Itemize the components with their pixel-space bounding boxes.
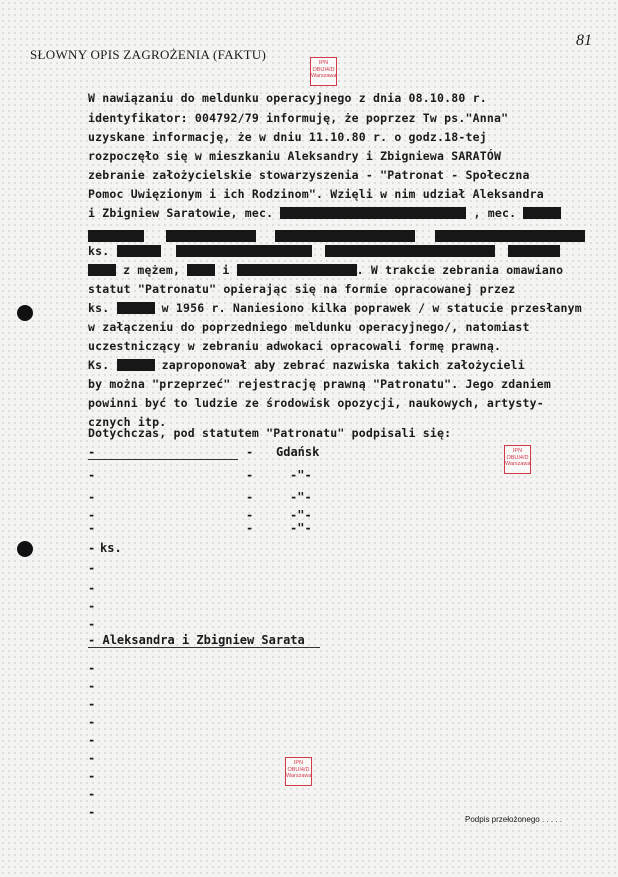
list-city: Gdańsk (276, 445, 320, 459)
body-text: zaproponował aby zebrać nazwiska takich założycieli (161, 358, 525, 372)
redaction (117, 302, 155, 314)
list-ditto: -"- (290, 508, 312, 522)
list-ditto: -"- (290, 490, 312, 504)
list-dash: - (246, 508, 254, 522)
redaction (117, 245, 161, 257)
body-text: , mec. (473, 206, 517, 220)
body-line: powinni być to ludzie ze środowisk opozycji, naukowych, artysty- (88, 396, 544, 410)
body-text: ks. (88, 244, 110, 258)
body-line: cznych itp. (88, 415, 167, 429)
redaction (508, 245, 560, 257)
list-dash: - (88, 521, 96, 535)
body-text: z mężem, (123, 263, 181, 277)
stamp-text: IPN (293, 760, 304, 766)
list-dash: - (88, 697, 96, 711)
list-dash: - (88, 633, 96, 647)
body-text: . W trakcie zebrania omawiano (356, 263, 564, 277)
body-text: ks. (88, 301, 110, 315)
list-dash: - (88, 661, 96, 675)
list-ditto: -"- (290, 468, 312, 482)
list-dash: - (88, 679, 96, 693)
list-dash: - (88, 715, 96, 729)
body-line: by można "przeprzeć" rejestrację prawną "Patronatu". Jego zdaniem (88, 377, 552, 391)
archive-stamp (310, 57, 337, 86)
archive-stamp (285, 757, 312, 786)
list-dash: - (88, 617, 96, 631)
stamp-text: IPN (512, 448, 523, 454)
list-dash: - (88, 508, 96, 522)
redaction (435, 230, 585, 242)
list-clergy: ks. (100, 541, 122, 555)
stamp-text: OBUI4/D (312, 66, 335, 73)
document-title: SŁOWNY OPIS ZAGROŻENIA (FAKTU) (30, 47, 267, 62)
redaction (187, 264, 215, 276)
signature-label: Podpis przełożonego . . . . . (465, 815, 562, 824)
list-dash: - (88, 541, 96, 555)
list-entry (88, 633, 320, 648)
list-dash: - (246, 445, 254, 459)
list-dash: - (246, 490, 254, 504)
redaction (117, 359, 155, 371)
list-dash: - (88, 561, 96, 575)
body-line: w załączeniu do poprzedniego meldunku operacyjnego/, natomiast (88, 320, 530, 334)
stamp-text: OBUI4/D (506, 454, 529, 461)
list-name: Aleksandra i Zbigniew Sarata (102, 633, 305, 647)
redaction (166, 230, 256, 242)
stamp-text: Warszawa (286, 773, 312, 779)
redaction (88, 230, 144, 242)
body-line: zebranie założycielskie stowarzyszenia - "Patronat - Społeczna (88, 168, 530, 182)
stamp-text: Warszawa (311, 73, 337, 79)
body-line: rozpoczęło się w mieszkaniu Aleksandry i Zbigniewa SARATÓW (88, 149, 502, 163)
list-dash: - (88, 733, 96, 747)
body-line (88, 244, 560, 258)
redacted-line (88, 225, 585, 244)
body-line: Pomoc Uwięzionym i ich Rodzinom". Wzięli w nim udział Aleksandra (88, 187, 544, 201)
list-dash: - (88, 445, 238, 460)
body-line: uzyskane informację, że w dniu 11.10.80 r. o godz.18-tej (88, 130, 487, 144)
stamp-text: IPN (318, 60, 329, 66)
body-line: statut "Patronatu" opierając się na formie opracowanej przez (88, 282, 516, 296)
body-text: Ks. (88, 358, 110, 372)
body-text: i (222, 263, 230, 277)
punch-hole (17, 305, 33, 321)
list-dash: - (88, 599, 96, 613)
list-dash: - (88, 769, 96, 783)
list-dash: - (246, 468, 254, 482)
punch-hole (17, 541, 33, 557)
redaction (88, 264, 116, 276)
body-line (88, 263, 563, 277)
list-dash: - (88, 581, 96, 595)
redaction (280, 207, 466, 219)
body-line: identyfikator: 004792/79 informuję, że poprzez Tw ps."Anna" (88, 111, 509, 125)
redaction (275, 230, 415, 242)
body-text: w 1956 r. Naniesiono kilka poprawek / w statucie przesłanym (161, 301, 582, 315)
list-dash: - (88, 490, 96, 504)
page-number: 81 (576, 32, 592, 49)
redaction (523, 207, 561, 219)
list-dash: - (88, 787, 96, 801)
stamp-text: Warszawa (505, 461, 531, 467)
list-dash: - (88, 468, 96, 482)
redaction (237, 264, 357, 276)
list-ditto: -"- (290, 521, 312, 535)
body-line (88, 206, 561, 220)
redaction (176, 245, 312, 257)
body-line: Dotychczas, pod statutem "Patronatu" podpisali się: (88, 426, 452, 440)
redaction (325, 245, 495, 257)
body-line (88, 301, 582, 315)
list-dash: - (88, 805, 96, 819)
list-dash: - (88, 751, 96, 765)
stamp-text: OBUI4/D (287, 766, 310, 773)
body-line: uczestniczący w zebraniu adwokaci opracowali formę prawną. (88, 339, 502, 353)
body-text: i Zbigniew Saratowie, mec. (88, 206, 274, 220)
archive-stamp (504, 445, 531, 474)
body-line (88, 358, 525, 372)
list-dash: - (246, 521, 254, 535)
body-line: W nawiązaniu do meldunku operacyjnego z dnia 08.10.80 r. (88, 91, 487, 105)
